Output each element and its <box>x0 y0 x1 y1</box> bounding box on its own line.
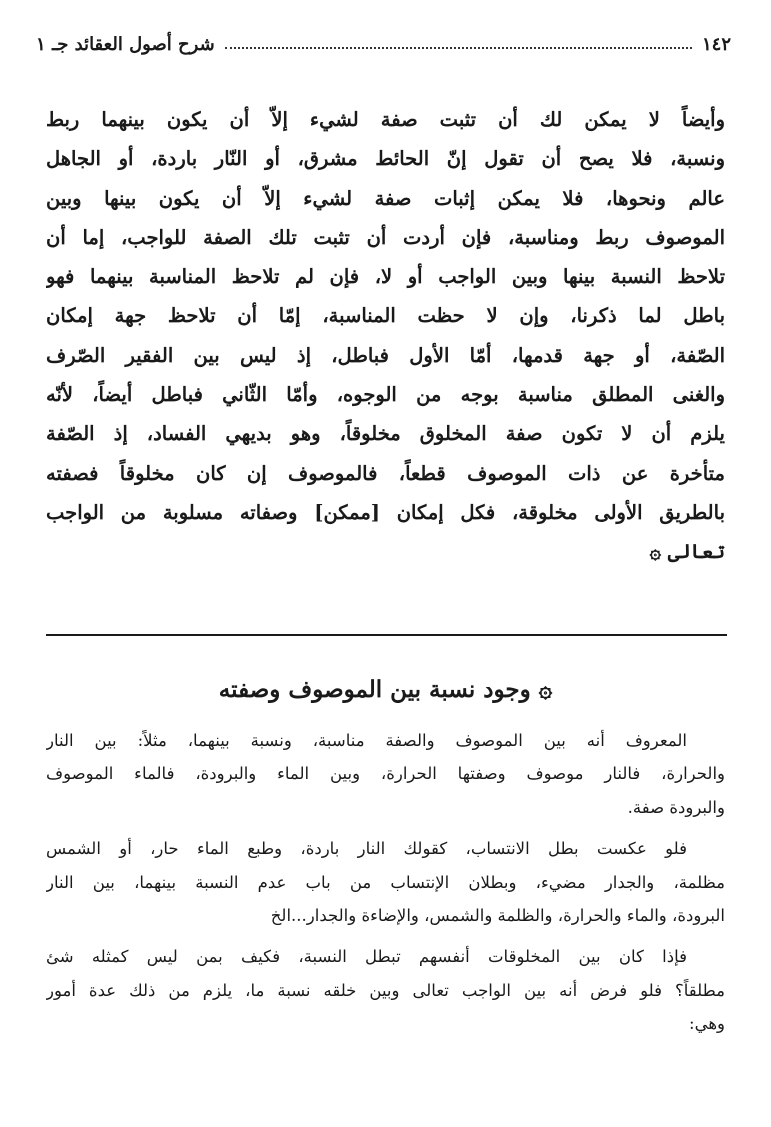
main-text-line: متأخرة عن ذات الموصوف قطعاً، فالموصوف إن كان مخلوقاً فصفته <box>46 461 725 485</box>
main-text-line: الموصوف ربط ومناسبة، فإن أردت أن تثبت تلك الصفة للواجب، إما أن <box>46 225 725 249</box>
note-line: فإذا كان بين المخلوقات أنفسهم تبطل النسبة، فكيف بمن ليس كمثله شئ <box>46 947 687 967</box>
main-text-line: باطل لما ذكرنا، وإن لا حظت المناسبة، إمّا أن تلاحظ جهة إمكان <box>46 304 725 328</box>
main-text-line: تعالى ۞ <box>649 540 725 564</box>
note-line: والحرارة، فالنار موصوف وصفتها الحرارة، وبين الماء والبرودة، فالماء الموصوف <box>46 764 725 784</box>
note-paragraph <box>46 832 725 932</box>
main-text-line: والغنى المطلق مناسبة بوجه من الوجوه، وأمّا الثّاني فباطل أيضاً، لأنّه <box>46 383 725 407</box>
page-number: ١٤٢ <box>701 33 731 55</box>
footnote-divider <box>46 634 727 636</box>
note-paragraph <box>46 724 725 824</box>
note-line: مطلقاً؟ فلو فرض أنه بين الواجب تعالى وبين خلقه نسبة ما، يلزم من ذلك عدة أمور <box>46 980 725 1000</box>
main-text-line: وأيضاً لا يمكن لك أن تثبت صفة لشيء إلاّ أن يكون بينهما ربط <box>46 108 725 131</box>
section-heading: ۞ وجود نسبة بين الموصوف وصفته <box>218 676 553 703</box>
note-text-block <box>46 724 725 1049</box>
main-text-line: يلزم أن لا تكون صفة المخلوق مخلوقاً، وهو بديهي الفساد، إذ الصّفة <box>46 422 725 446</box>
main-text-line: عالم ونحوها، فلا يمكن إثبات صفة لشيء إلاّ أن يكون بينها وبين <box>46 186 725 210</box>
note-line: والبرودة صفة. <box>627 797 725 817</box>
running-header <box>36 30 731 58</box>
main-text-line: الصّفة، أو جهة قدمها، أمّا الأول فباطل، إذ ليس بين الفقير الصّرف <box>46 343 725 367</box>
main-text-line: تلاحظ النسبة بينها وبين الواجب أو لا، فإن لم تلاحظ المناسبة بينهما فهو <box>46 265 725 289</box>
note-line: وهي: <box>689 1014 725 1034</box>
note-paragraph <box>46 940 725 1040</box>
note-line: فلو عكست بطل الانتساب، كقولك النار باردة، وطبع الماء حار، أو الشمس <box>46 839 687 859</box>
note-line: البرودة، والماء والحرارة، والظلمة والشمس، والإضاءة والجدار...الخ <box>270 905 725 925</box>
main-text-line: ونسبة، فلا يصح أن تقول إنّ الحائط مشرق، أو النّار باردة، أو الجاهل <box>46 147 725 171</box>
header-dot-leader <box>225 47 692 49</box>
book-title: شرح أصول العقائد جـ ١ <box>36 33 215 55</box>
note-line: المعروف أنه بين الموصوف والصفة مناسبة، ونسبة بينهما، مثلاً: بين النار <box>46 731 687 750</box>
main-text-line: بالطريق الأولى مخلوقة، فكل إمكان [ممكن] وصفاته مسلوبة من الواجب <box>46 500 725 524</box>
note-line: مظلمة، والجدار مضيء، وبطلان الإنتساب من باب عدم النسبة بينهما، بين النار <box>46 872 725 892</box>
main-text-block <box>46 100 725 572</box>
